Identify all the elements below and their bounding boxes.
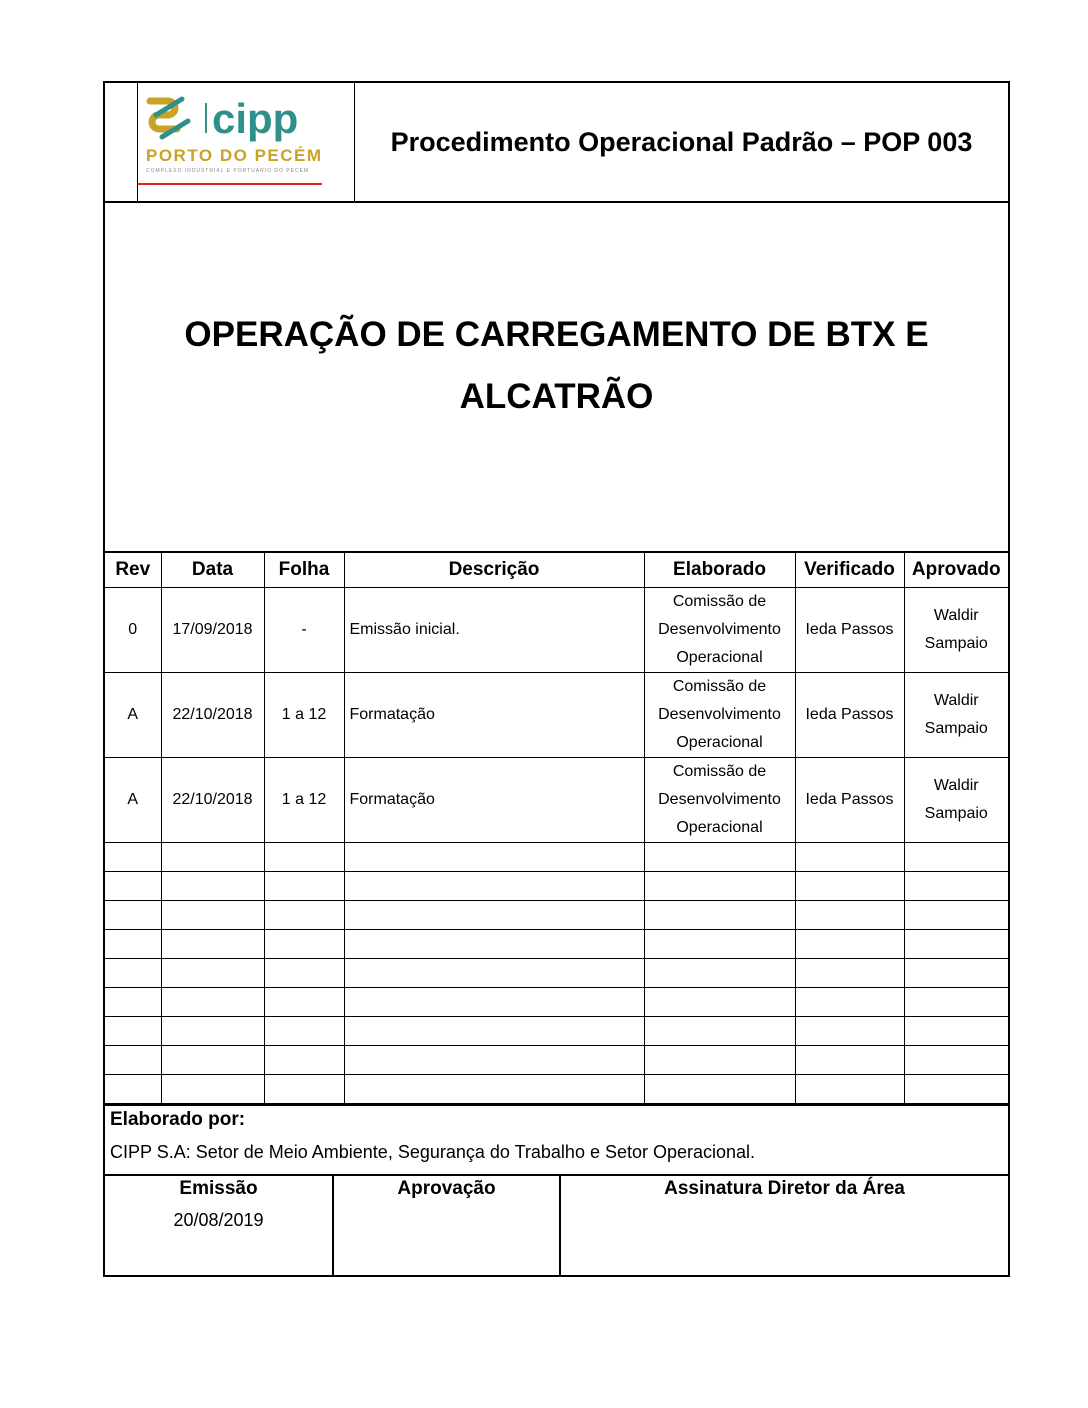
document-title-line-2: ALCATRÃO (459, 377, 654, 416)
cell-aprovado-line: Waldir (933, 777, 979, 794)
emissao-cell (105, 1174, 334, 1275)
cell-verificado: Ieda Passos (795, 673, 904, 758)
cell-elaborado-line: Comissão de (672, 763, 767, 780)
title-area (105, 203, 1008, 553)
cell-data: 17/09/2018 (161, 588, 264, 673)
cell-rev: 0 (105, 588, 161, 673)
aprovacao-label: Aprovação (397, 1178, 496, 1199)
table-row (105, 588, 1008, 673)
cell-aprovado (904, 673, 1008, 758)
document-title-line-1: OPERAÇÃO DE CARREGAMENTO DE BTX E (184, 315, 929, 354)
empty-table-row (105, 1046, 1008, 1075)
emissao-label: Emissão (179, 1178, 258, 1199)
logo-wordmark: cipp (212, 95, 299, 142)
col-header-rev: Rev (105, 553, 161, 588)
cell-data: 22/10/2018 (161, 673, 264, 758)
col-header-verificado: Verificado (795, 553, 904, 588)
assinatura-label: Assinatura Diretor da Área (664, 1178, 905, 1199)
cell-descricao: Formatação (344, 673, 644, 758)
assinatura-cell (561, 1174, 1008, 1275)
cell-rev: A (105, 758, 161, 843)
cipp-logo (144, 93, 344, 149)
cell-elaborado-line: Operacional (676, 649, 763, 666)
empty-table-row (105, 1017, 1008, 1046)
cell-descricao: Emissão inicial. (344, 588, 644, 673)
elaborado-por-label: Elaborado por: (110, 1109, 246, 1130)
cell-elaborado (644, 588, 795, 673)
cell-aprovado-line: Sampaio (924, 805, 988, 822)
cell-elaborado-line: Desenvolvimento (658, 621, 781, 638)
document-type-title: Procedimento Operacional Padrão – POP 003 (390, 126, 973, 157)
cell-descricao: Formatação (344, 758, 644, 843)
elaborado-por-section (105, 1104, 1008, 1176)
cell-elaborado-line: Comissão de (672, 593, 767, 610)
cell-folha: - (264, 588, 344, 673)
cell-aprovado-line: Waldir (933, 692, 979, 709)
aprovacao-cell (334, 1174, 561, 1275)
signature-footer (105, 1174, 1008, 1275)
cell-aprovado-line: Waldir (933, 607, 979, 624)
cell-aprovado (904, 758, 1008, 843)
cell-data: 22/10/2018 (161, 758, 264, 843)
cell-elaborado-line: Comissão de (672, 678, 767, 695)
cell-folha: 1 a 12 (264, 758, 344, 843)
revision-table (105, 553, 1008, 1104)
cell-rev: A (105, 673, 161, 758)
col-header-data: Data (161, 553, 264, 588)
logo-subtitle: PORTO DO PECÉM (146, 146, 323, 165)
cell-aprovado-line: Sampaio (924, 635, 988, 652)
document-header (105, 83, 1008, 203)
document-frame (103, 81, 1010, 1277)
logo-tagline: COMPLEXO INDUSTRIAL E PORTUÁRIO DO PECÉM (146, 168, 310, 174)
col-header-aprovado: Aprovado (904, 553, 1008, 588)
empty-table-row (105, 901, 1008, 930)
emissao-date: 20/08/2019 (173, 1210, 264, 1230)
table-header-row (105, 553, 1008, 588)
table-row (105, 673, 1008, 758)
empty-table-row (105, 1075, 1008, 1104)
cell-verificado: Ieda Passos (795, 588, 904, 673)
logo-mark-icon (150, 99, 188, 137)
table-row (105, 758, 1008, 843)
cell-elaborado-line: Operacional (676, 734, 763, 751)
cell-elaborado-line: Operacional (676, 819, 763, 836)
col-header-elaborado: Elaborado (644, 553, 795, 588)
cell-verificado: Ieda Passos (795, 758, 904, 843)
empty-table-row (105, 843, 1008, 872)
logo-cell (137, 83, 355, 201)
empty-table-row (105, 959, 1008, 988)
cell-aprovado-line: Sampaio (924, 720, 988, 737)
logo-underline (138, 183, 322, 185)
cell-elaborado-line: Desenvolvimento (658, 706, 781, 723)
col-header-descricao: Descrição (344, 553, 644, 588)
empty-table-row (105, 988, 1008, 1017)
cell-aprovado (904, 588, 1008, 673)
empty-table-row (105, 872, 1008, 901)
empty-table-row (105, 930, 1008, 959)
col-header-folha: Folha (264, 553, 344, 588)
cell-elaborado-line: Desenvolvimento (658, 791, 781, 808)
cell-folha: 1 a 12 (264, 673, 344, 758)
cell-elaborado (644, 758, 795, 843)
elaborado-por-text: CIPP S.A: Setor de Meio Ambiente, Segurança do Trabalho e Setor Operacional. (110, 1142, 756, 1162)
cell-elaborado (644, 673, 795, 758)
